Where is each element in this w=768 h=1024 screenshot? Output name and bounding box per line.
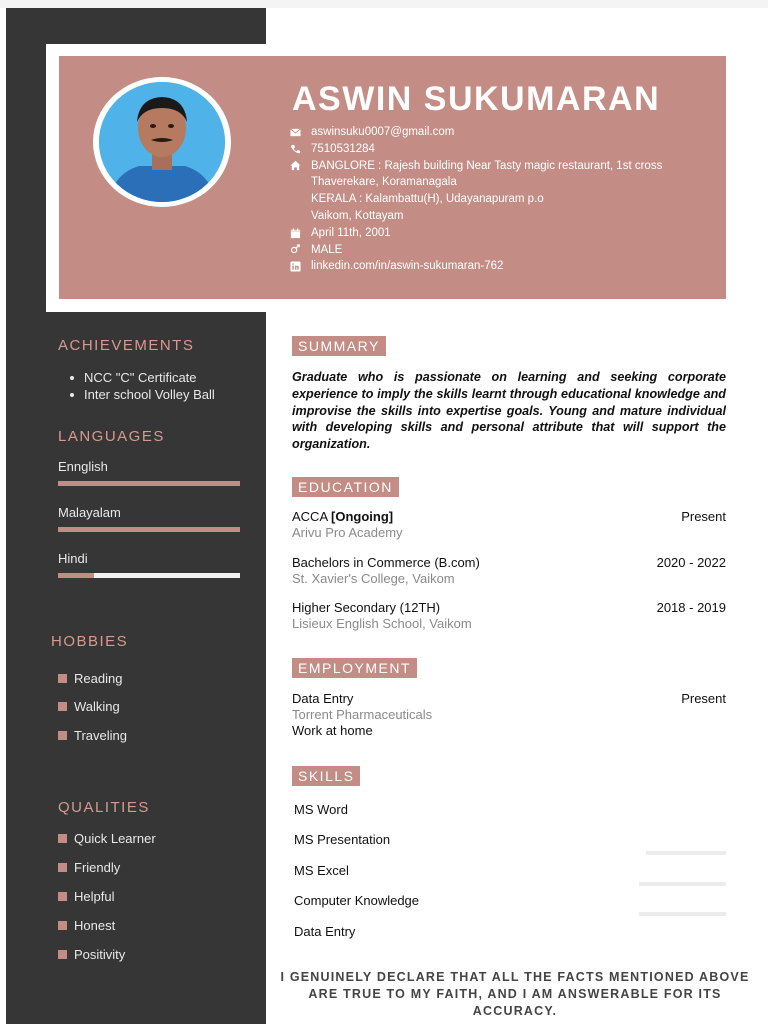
home-icon (290, 158, 311, 175)
language-level-bar (58, 481, 240, 486)
education-institution: Lisieux English School, Vaikom (292, 616, 472, 631)
contact-gender (290, 242, 720, 259)
language-level-bar (58, 527, 240, 532)
skill-name: Data Entry (294, 924, 356, 939)
language-name: Malayalam (58, 505, 121, 520)
summary-text: Graduate who is passionate on learning and seeking corporate experience to imply the skills learnt through educational knowledge and improvise the skills into expertise goals. Young and mature individual with developing skills and personal attribute that will support the organization. (292, 370, 726, 452)
skill-name: Computer Knowledge (294, 893, 420, 908)
skill-level-bar (639, 912, 726, 916)
phone-text: 7510531284 (311, 142, 375, 155)
hobbies-heading: HOBBIES (51, 633, 129, 650)
languages-heading: LANGUAGES (58, 428, 165, 445)
email-text: aswinsuku0007@gmail.com (311, 126, 455, 138)
skill-name: MS Word (294, 802, 348, 817)
hobby-label: Walking (74, 699, 120, 714)
employment-period: Present (681, 691, 726, 706)
language-level-fill (58, 573, 94, 578)
contact-birthdate (290, 225, 720, 242)
achievement-item: NCC "C" Certificate (70, 369, 215, 386)
quality-item (58, 887, 156, 905)
education-institution: Arivu Pro Academy (292, 525, 403, 540)
language-level-fill (58, 527, 240, 532)
quality-label: Friendly (74, 859, 121, 875)
education-label: EDUCATION (292, 477, 399, 497)
hobby-label: Traveling (74, 727, 127, 743)
hobbies-list (58, 669, 127, 744)
gender-icon (290, 242, 311, 259)
language-name: Hindi (58, 551, 88, 566)
bullet-square-icon (58, 863, 67, 872)
education-period: 2018 - 2019 (656, 600, 726, 615)
education-entry (292, 555, 726, 586)
achievements-list (70, 369, 215, 403)
bullet-square-icon (58, 892, 67, 901)
education-entry (292, 600, 726, 631)
employment-mode: Work at home (292, 723, 373, 738)
education-title: Bachelors in Commerce (B.com) (292, 555, 480, 570)
language-level-fill (58, 481, 240, 486)
skill-level-bar (646, 851, 726, 855)
employment-entry (292, 691, 726, 738)
declaration-text: I GENUINELY DECLARE THAT ALL THE FACTS MENTIONED ABOVE ARE TRUE TO MY FAITH, AND I AM ANSWERABLE FOR ITS ACCURACY. (280, 970, 750, 1018)
skill-level-bar (621, 821, 726, 825)
hobby-item (58, 698, 127, 716)
education-period: 2020 - 2022 (656, 555, 726, 570)
contact-linkedin[interactable] (290, 258, 720, 275)
hobby-item (58, 726, 127, 744)
education-entry (292, 509, 726, 540)
top-strip (0, 0, 768, 8)
bullet-square-icon (58, 674, 67, 683)
bullet-square-icon (58, 950, 67, 959)
contact-email[interactable] (290, 124, 720, 141)
quality-item (58, 829, 156, 847)
quality-label: Quick Learner (74, 830, 156, 846)
address-line: Thaverekare, Koramanagala (311, 176, 457, 189)
quality-label: Positivity (74, 946, 126, 962)
linkedin-text: linkedin.com/in/aswin-sukumaran-762 (311, 260, 504, 273)
candidate-name: ASWIN SUKUMARAN (292, 80, 661, 118)
qualities-heading: QUALITIES (58, 799, 150, 816)
education-tag: [Ongoing] (331, 509, 394, 524)
quality-item (58, 945, 156, 963)
address-line: KERALA : Kalambattu(H), Udayanapuram p.o (311, 193, 544, 206)
bullet-square-icon (58, 834, 67, 843)
achievements-heading: ACHIEVEMENTS (58, 337, 195, 354)
education-period: Present (681, 509, 726, 524)
education-title: ACCA (292, 509, 328, 524)
language-level-bar (58, 573, 240, 578)
qualities-list (58, 829, 156, 963)
skill-name: MS Excel (294, 863, 349, 878)
bullet-square-icon (58, 731, 67, 740)
contact-phone[interactable] (290, 141, 720, 158)
achievement-item: Inter school Volley Ball (70, 386, 215, 403)
bullet-square-icon (58, 702, 67, 711)
summary-label: SUMMARY (292, 336, 386, 356)
quality-item (58, 916, 156, 934)
linkedin-icon (290, 258, 311, 275)
calendar-icon (290, 225, 311, 242)
quality-label: Helpful (74, 888, 115, 904)
skills-label: SKILLS (292, 766, 360, 786)
hobby-item (58, 669, 127, 687)
contact-address (290, 158, 720, 225)
phone-icon (290, 141, 311, 158)
contact-list (290, 124, 720, 275)
quality-item (58, 858, 156, 876)
address-line: BANGLORE : Rajesh building Near Tasty magic restaurant, 1st cross (311, 159, 663, 172)
quality-label: Honest (74, 917, 116, 933)
birthdate-text: April 11th, 2001 (311, 226, 391, 239)
gender-text: MALE (311, 243, 343, 256)
employment-title: Data Entry (292, 691, 354, 706)
profile-photo (99, 82, 225, 202)
language-name: Ennglish (58, 459, 108, 474)
address-line: Vaikom, Kottayam (311, 209, 404, 222)
hobby-label: Reading (74, 670, 123, 686)
skill-level-bar (639, 882, 726, 886)
skill-name: MS Presentation (294, 832, 391, 847)
skill-level-bar (621, 943, 726, 947)
employment-label: EMPLOYMENT (292, 658, 417, 678)
envelope-icon (290, 124, 311, 141)
bullet-square-icon (58, 921, 67, 930)
person-illustration (99, 82, 225, 202)
employment-company: Torrent Pharmaceuticals (292, 707, 433, 722)
education-institution: St. Xavier's College, Vaikom (292, 571, 455, 586)
education-title: Higher Secondary (12TH) (292, 600, 441, 615)
